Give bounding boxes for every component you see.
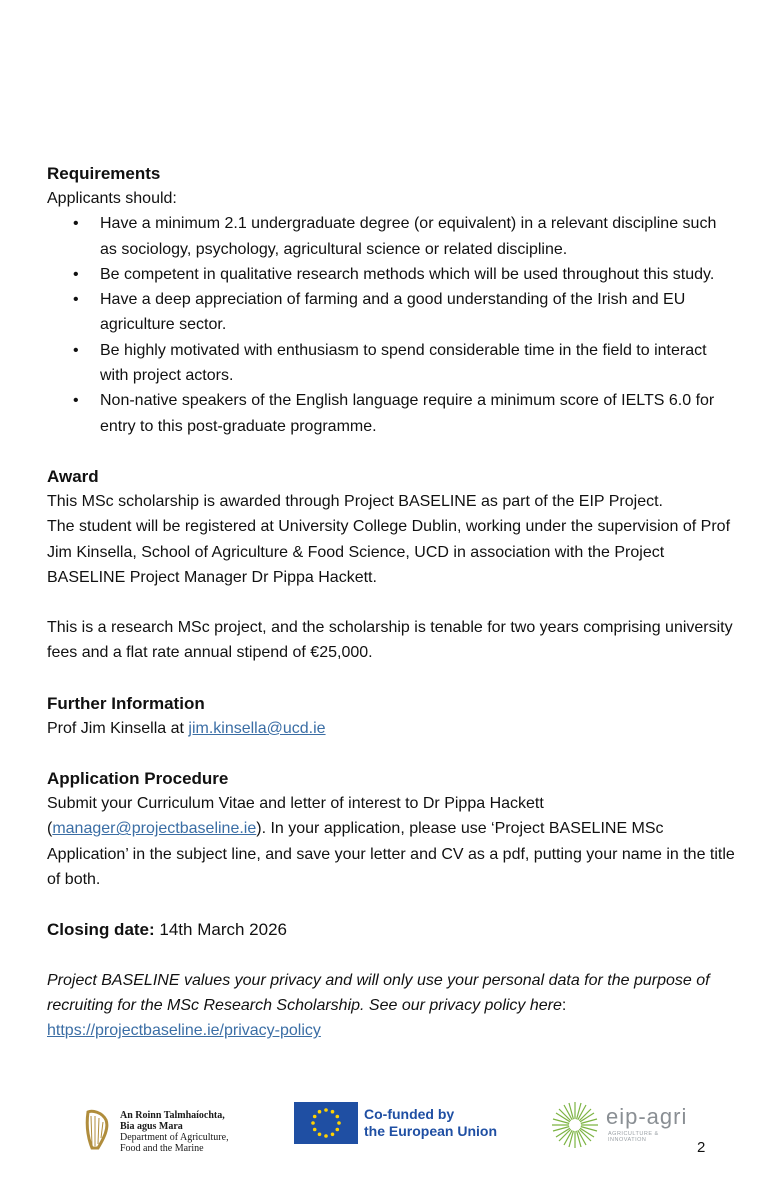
list-item: • Non-native speakers of the English language require a minimum score of IELTS 6.0 for entry to this post-graduate programme. xyxy=(100,388,737,439)
list-item: • Have a minimum 2.1 undergraduate degree (or equivalent) in a relevant discipline such as sociology, psychology, agricultural science or related discipline. xyxy=(100,211,737,262)
harp-icon xyxy=(82,1108,112,1152)
manager-email-link[interactable]: manager@projectbaseline.ie xyxy=(52,820,257,838)
footer-logos xyxy=(0,1098,766,1158)
privacy-policy-link[interactable]: https://projectbaseline.ie/privacy-policy xyxy=(47,1022,321,1040)
list-item: • Be competent in qualitative research methods which will be used throughout this study. xyxy=(100,262,737,287)
bullet-icon: • xyxy=(73,215,79,233)
closing-date: Closing date: 14th March 2026 xyxy=(47,920,287,940)
eu-flag-icon xyxy=(294,1102,358,1144)
award-stipend: This is a research MSc project, and the scholarship is tenable for two years comprising university fees and a flat rate annual stipend of €25,000. xyxy=(47,619,733,662)
requirements-list xyxy=(47,211,737,439)
document-body xyxy=(47,161,737,1043)
kinsella-email-link[interactable]: jim.kinsella@ucd.ie xyxy=(188,719,326,737)
list-item: • Have a deep appreciation of farming and a good understanding of the Irish and EU agriculture sector. xyxy=(100,287,737,338)
bullet-icon: • xyxy=(73,291,79,309)
requirements-intro: Applicants should: xyxy=(47,190,177,207)
eu-cofunded-logo xyxy=(294,1102,514,1144)
bullet-icon: • xyxy=(73,265,79,283)
application-text: Submit your Curriculum Vitae and letter of interest to Dr Pippa Hackett (manager@projectbaseline.ie). In your application, please use ‘Project BASELINE MSc Application’ in the subject line, and save your letter and CV as a pdf, putting your name in the title of both. xyxy=(47,795,735,888)
eip-burst-icon xyxy=(550,1100,600,1150)
eip-agri-logo xyxy=(550,1100,690,1150)
eip-agri-name: eip-agri xyxy=(606,1104,688,1129)
award-line-2: The student will be registered at University College Dublin, working under the supervision of Prof Jim Kinsella, School of Agriculture & Food Science, UCD in association with the Project BASELINE Project Manager Dr Pippa Hackett. xyxy=(47,518,731,586)
award-heading: Award xyxy=(47,466,99,486)
bullet-icon: • xyxy=(73,341,79,359)
application-heading: Application Procedure xyxy=(47,769,229,789)
department-logo xyxy=(82,1108,232,1153)
privacy-link-line xyxy=(47,1018,737,1043)
further-info-heading: Further Information xyxy=(47,693,205,713)
list-item: • Be highly motivated with enthusiasm to spend considerable time in the field to interact with project actors. xyxy=(100,338,737,389)
eip-agri-tagline: AGRICULTURE & INNOVATION xyxy=(608,1131,659,1143)
award-line-1: This MSc scholarship is awarded through Project BASELINE as part of the EIP Project. xyxy=(47,492,663,510)
eu-cofunded-text: Co-funded by the European Union xyxy=(364,1106,497,1139)
bullet-icon: • xyxy=(73,392,79,410)
privacy-notice: Project BASELINE values your privacy and will only use your personal data for the purpose of recruiting for the MSc Research Scholarship. See our privacy policy here: xyxy=(47,971,710,1014)
department-name: An Roinn Talmhaíochta, Bia agus Mara Department of Agriculture, Food and the Marine xyxy=(120,1110,229,1154)
further-info-text: Prof Jim Kinsella at jim.kinsella@ucd.ie xyxy=(47,719,326,737)
page-number: 2 xyxy=(697,1139,706,1156)
requirements-heading: Requirements xyxy=(47,164,161,183)
